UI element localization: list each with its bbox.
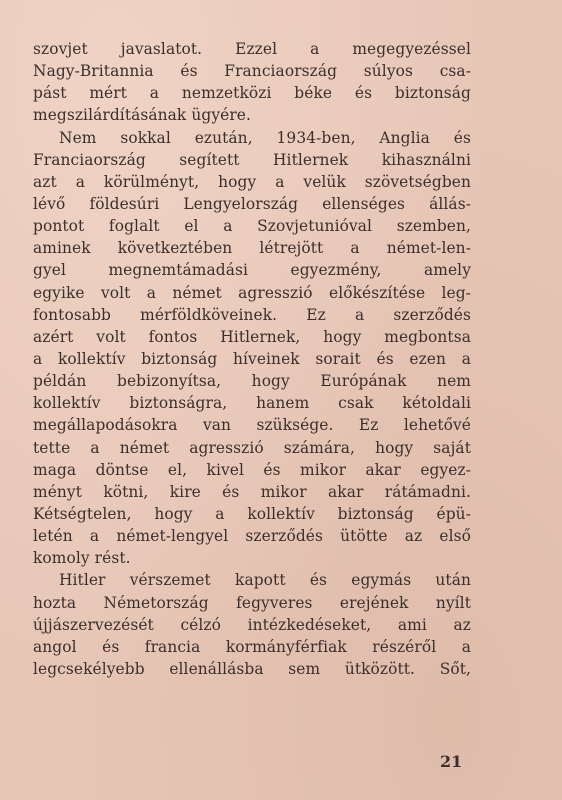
text-line: megszilárdításának ügyére.	[33, 106, 251, 125]
text-line: fontosabb mérföldköveinek. Ez a szerződés	[33, 305, 471, 324]
text-line: hozta Németország fegyveres erejének nyílt	[33, 593, 471, 612]
text-line: aminek következtében létrejött a német-len-	[33, 239, 471, 258]
text-line: azt a körülményt, hogy a velük szövetségben	[33, 172, 471, 191]
text-line: tette a német agresszió számára, hogy saját	[33, 438, 471, 457]
text-line: megállapodásokra van szüksége. Ez lehetővé	[33, 416, 471, 435]
text-line: komoly rést.	[33, 549, 131, 568]
text-line: a kollektív biztonság híveinek sorait és ezen a	[33, 349, 471, 368]
text-line: legcsekélyebb ellenállásba sem ütközött. Sőt,	[33, 659, 471, 678]
text-line: kollektív biztonságra, hanem csak kétoldali	[33, 394, 471, 413]
text-line: pást mért a nemzetközi béke és biztonság	[33, 84, 471, 103]
paragraph	[33, 38, 471, 127]
text-line: letén a német-lengyel szerződés ütötte az első	[33, 527, 471, 546]
text-line: Hitler vérszemet kapott és egymás után	[59, 571, 471, 590]
text-line: szovjet javaslatot. Ezzel a megegyezéssel	[33, 40, 471, 58]
text-line: pontot foglalt el a Szovjetunióval szemben,	[33, 217, 471, 236]
text-line: gyel megnemtámadási egyezmény, amely	[33, 261, 471, 280]
text-line: Kétségtelen, hogy a kollektív biztonság épü-	[33, 504, 471, 523]
text-line: ményt kötni, kire és mikor akar rátámadni.	[33, 482, 471, 501]
text-line: maga döntse el, kivel és mikor akar egyez-	[33, 460, 471, 479]
text-line: újjászervezését célzó intézkedéseket, ami az	[33, 615, 471, 634]
text-line: egyike volt a német agresszió előkészítése leg-	[33, 283, 471, 302]
paragraph	[33, 569, 471, 680]
page-number: 21	[440, 752, 463, 771]
text-line: angol és francia kormányférfiak részéről a	[33, 637, 471, 656]
text-line: lévő földesúri Lengyelország ellenséges állás-	[33, 194, 471, 213]
text-line: azért volt fontos Hitlernek, hogy megbontsa	[33, 327, 471, 346]
text-line: Nem sokkal ezután, 1934-ben, Anglia és	[59, 128, 471, 147]
text-line: Nagy-Britannia és Franciaország súlyos csa-	[33, 62, 471, 81]
text-line: példán bebizonyítsa, hogy Európának nem	[33, 372, 471, 391]
text-line: Franciaország segített Hitlernek kihasználni	[33, 150, 471, 169]
body-text	[33, 38, 471, 680]
paragraph	[33, 127, 471, 570]
